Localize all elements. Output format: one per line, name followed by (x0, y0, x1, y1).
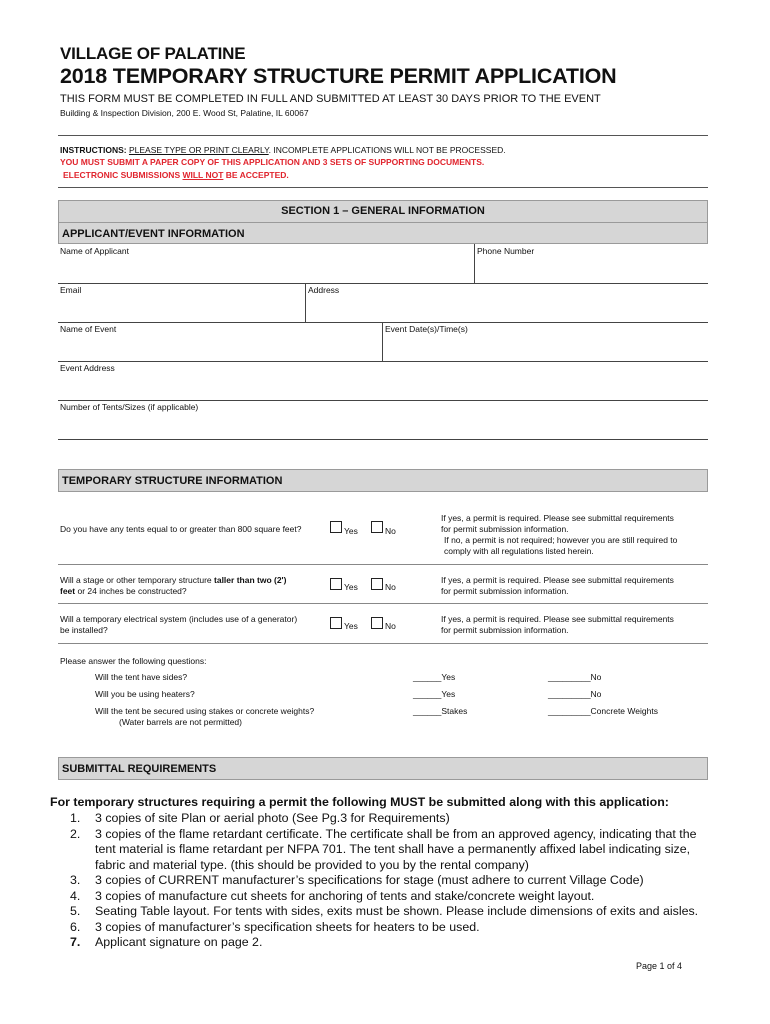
q1-no-checkbox[interactable] (371, 521, 383, 533)
electronic-warning-b: BE ACCEPTED. (223, 170, 289, 180)
q1-note-line: If yes, a permit is required. Please see submittal requirements (441, 513, 674, 523)
sub-q3-concrete[interactable]: _________Concrete Weights (548, 706, 658, 716)
event-dates-label: Event Date(s)/Time(s) (385, 324, 468, 334)
form-title: 2018 TEMPORARY STRUCTURE PERMIT APPLICATION (60, 64, 617, 88)
item-text: 3 copies of manufacturer’s specification sheets for heaters to be used. (95, 919, 480, 934)
temp-structure-header: TEMPORARY STRUCTURE INFORMATION (58, 469, 708, 492)
name-of-applicant-field[interactable] (58, 258, 473, 282)
email-label: Email (60, 285, 82, 295)
email-field[interactable] (58, 297, 304, 322)
item-text: Seating Table layout. For tents with sides, exits must be shown. Please include dimensions of exits and aisles. (95, 904, 699, 918)
name-of-event-label: Name of Event (60, 324, 117, 334)
field-line (58, 361, 708, 362)
field-divider (382, 322, 383, 362)
village-name: VILLAGE OF PALATINE (60, 44, 246, 63)
sub-q1-yes[interactable]: ______Yes (413, 672, 456, 682)
field-line (58, 283, 708, 284)
instructions (60, 145, 506, 155)
q1-note-line: for permit submission information. (441, 524, 569, 534)
submittal-intro: For temporary structures requiring a permit the following MUST be submitted along with this application: (50, 795, 669, 809)
q2-no-checkbox[interactable] (371, 578, 383, 590)
q2-note (441, 575, 674, 597)
divider (58, 187, 708, 188)
q2-note-line: If yes, a permit is required. Please see submittal requirements (441, 575, 674, 585)
event-address-label: Event Address (60, 363, 115, 373)
q3-text-b: be installed? (60, 625, 108, 635)
q1-note-line: If no, a permit is not required; however you are still required to (444, 535, 678, 545)
sub-q3-text (95, 706, 314, 728)
q3-note-line: If yes, a permit is required. Please see submittal requirements (441, 614, 674, 624)
tents-label: Number of Tents/Sizes (if applicable) (60, 402, 199, 412)
item-text: Applicant signature on page 2. (95, 935, 263, 949)
item-text: 3 copies of manufacture cut sheets for anchoring of tents and stake/concrete weight layout. (95, 888, 595, 903)
sub-q1-text: Will the tent have sides? (95, 672, 188, 682)
item-number: 4. (70, 888, 81, 903)
requirements-list (70, 811, 710, 951)
sub-q1-no[interactable]: _________No (548, 672, 602, 682)
list-item (70, 920, 710, 936)
form-subtitle: THIS FORM MUST BE COMPLETED IN FULL AND SUBMITTED AT LEAST 30 DAYS PRIOR TO THE EVENT (60, 93, 601, 105)
event-address-field[interactable] (58, 375, 708, 400)
field-line (58, 400, 708, 401)
sub-q2-no[interactable]: _________No (548, 689, 602, 699)
list-item (70, 811, 710, 827)
address-field[interactable] (307, 297, 707, 322)
list-item (70, 873, 710, 889)
list-item (70, 827, 710, 874)
divider (58, 135, 708, 136)
item-number: 3. (70, 873, 81, 887)
q3-no-checkbox[interactable] (371, 617, 383, 629)
phone-number-label: Phone Number (477, 246, 535, 256)
row-divider (58, 603, 708, 604)
item-number: 7. (70, 935, 81, 949)
sub-q3-line-a: Will the tent be secured using stakes or concrete weights? (95, 706, 315, 716)
field-line (58, 322, 708, 323)
field-divider (305, 283, 306, 323)
list-item (70, 904, 710, 920)
item-number: 2. (70, 826, 81, 841)
q1-yes-label: Yes (344, 526, 358, 536)
division-address: Building & Inspection Division, 200 E. Wood St, Palatine, IL 60067 (60, 108, 309, 118)
q3-text (60, 614, 297, 636)
q3-text-a: Will a temporary electrical system (includes use of a generator) (60, 614, 298, 624)
q1-no-label: No (385, 526, 396, 536)
row-divider (58, 564, 708, 565)
list-item (70, 935, 710, 951)
item-text: 3 copies of the flame retardant certificate. The certificate shall be from an approved agency, indicating that the tent material is flame retardant per NFPA 701. The tent shall have a permanently affixed label indicating size, fabric and material type. (this should be provided to you by the rental company) (95, 826, 697, 872)
name-of-event-field[interactable] (58, 336, 381, 361)
q2-text (60, 575, 286, 597)
tents-field[interactable] (58, 414, 708, 439)
phone-number-field[interactable] (476, 258, 707, 282)
field-line (58, 439, 708, 440)
row-divider (58, 643, 708, 644)
instructions-label: INSTRUCTIONS: (60, 145, 127, 155)
applicant-event-header: APPLICANT/EVENT INFORMATION (58, 222, 708, 244)
q1-yes-checkbox[interactable] (330, 521, 342, 533)
submittal-header: SUBMITTAL REQUIREMENTS (58, 757, 708, 780)
q2-note-line: for permit submission information. (441, 586, 569, 596)
instructions-underlined: PLEASE TYPE OR PRINT CLEARLY (128, 145, 269, 155)
answer-prompt: Please answer the following questions: (60, 656, 207, 666)
sub-q3-line-b: (Water barrels are not permitted) (119, 717, 242, 727)
q2-yes-label: Yes (344, 582, 358, 592)
q1-text: Do you have any tents equal to or greater than 800 square feet? (60, 524, 302, 534)
q2-text-a: Will a stage or other temporary structure (60, 575, 215, 585)
address-label: Address (308, 285, 340, 295)
page-number: Page 1 of 4 (635, 961, 682, 971)
event-dates-field[interactable] (384, 336, 707, 361)
electronic-warning-u: WILL NOT (182, 170, 224, 180)
item-text: 3 copies of site Plan or aerial photo (See Pg.3 for Requirements) (95, 811, 450, 825)
name-of-applicant-label: Name of Applicant (60, 246, 129, 256)
paper-copy-warning: YOU MUST SUBMIT A PAPER COPY OF THIS APPLICATION AND 3 SETS OF SUPPORTING DOCUMENTS. (60, 157, 485, 167)
q3-note (441, 614, 674, 636)
q2-yes-checkbox[interactable] (330, 578, 342, 590)
list-item (70, 889, 710, 905)
q1-note-line: comply with all regulations listed herein. (444, 546, 594, 556)
field-divider (474, 244, 475, 283)
q2-text-d: or 24 inches be constructed? (75, 586, 187, 596)
sub-q2-yes[interactable]: ______Yes (413, 689, 456, 699)
item-number: 5. (70, 904, 81, 918)
section1-header: SECTION 1 – GENERAL INFORMATION (58, 200, 708, 223)
instructions-rest: . INCOMPLETE APPLICATIONS WILL NOT BE PROCESSED. (268, 145, 506, 155)
q3-no-label: No (385, 621, 396, 631)
q3-note-line: for permit submission information. (441, 625, 569, 635)
sub-q2-text: Will you be using heaters? (95, 689, 195, 699)
item-text: 3 copies of CURRENT manufacturer’s specifications for stage (must adhere to current Village Code) (95, 873, 644, 887)
electronic-warning-a: ELECTRONIC SUBMISSIONS (63, 170, 183, 180)
electronic-warning (63, 170, 289, 180)
sub-q3-stakes[interactable]: ______Stakes (413, 706, 468, 716)
q3-yes-label: Yes (344, 621, 358, 631)
q2-text-c: feet (60, 586, 76, 596)
q3-yes-checkbox[interactable] (330, 617, 342, 629)
q2-text-b: taller than two (2') (214, 575, 287, 585)
item-number: 1. (70, 811, 81, 825)
q1-note (441, 513, 677, 557)
item-number: 6. (70, 919, 81, 934)
q2-no-label: No (385, 582, 396, 592)
